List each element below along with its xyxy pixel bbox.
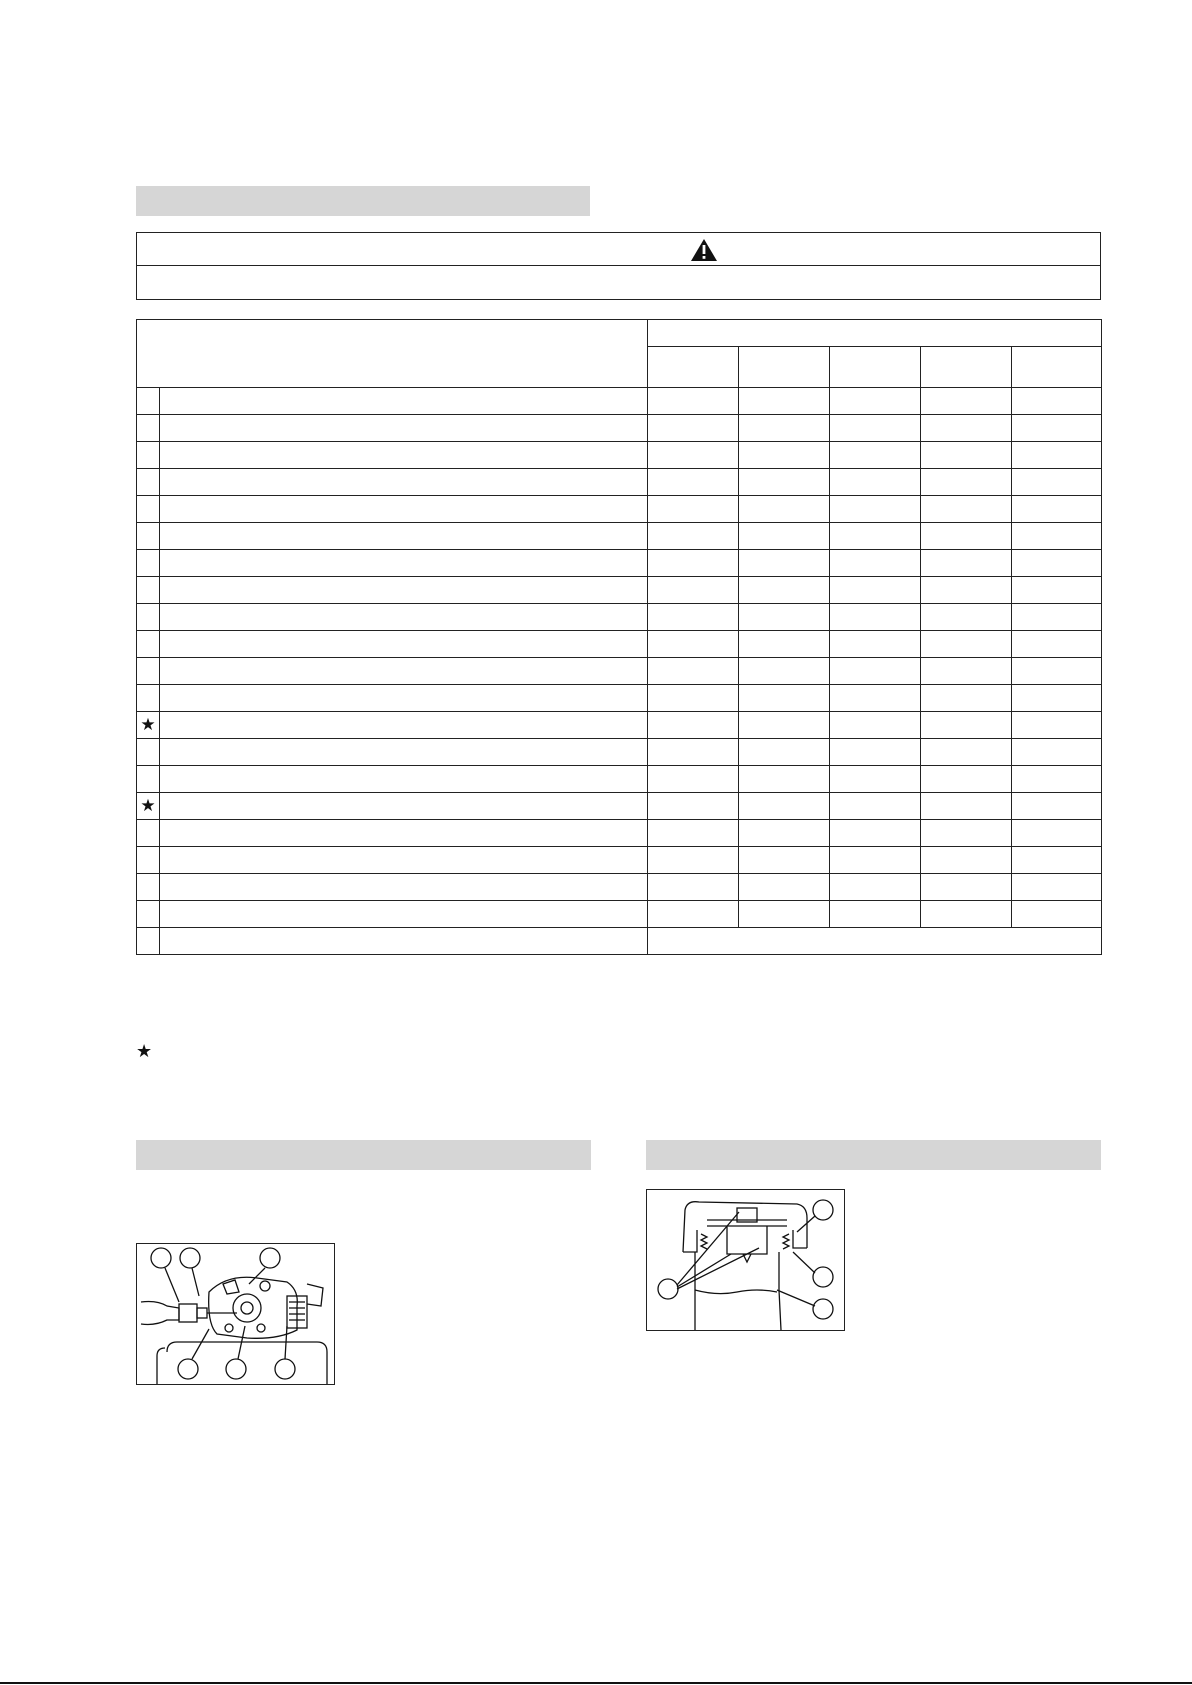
row-item [160,577,648,604]
row-mark [137,739,160,766]
fuel-filler-cap-figure [646,1189,845,1331]
row-item [160,874,648,901]
row-item [160,820,648,847]
star-mark-icon: ★ [137,712,160,739]
row-mark [137,685,160,712]
row-mark [137,658,160,685]
table-row [137,874,1102,901]
table-row [137,685,1102,712]
row-item [160,442,648,469]
footnote [136,1041,152,1062]
warning-box [136,232,1101,300]
row-item [160,739,648,766]
star-icon: ★ [136,1041,153,1061]
row-mark [137,766,160,793]
row-item [160,469,648,496]
table-row [137,928,1102,955]
row-item [160,685,648,712]
warning-divider [137,265,1100,266]
table-row [137,658,1102,685]
row-item [160,631,648,658]
row-item [160,766,648,793]
table-row [137,793,1102,820]
carburetor-adjustment-figure [136,1243,335,1385]
row-mark [137,820,160,847]
table-row [137,901,1102,928]
row-item [160,415,648,442]
left-section-bar [136,1140,591,1170]
row-mark [137,496,160,523]
table-row [137,388,1102,415]
row-item [160,496,648,523]
table-row [137,550,1102,577]
header-interval-3 [830,347,921,388]
row-mark [137,577,160,604]
fuel-cap-drawing [647,1190,846,1332]
header-item-cell [137,320,648,388]
header-interval-4 [921,347,1012,388]
table-row [137,577,1102,604]
carburetor-drawing [137,1244,336,1386]
table-row [137,523,1102,550]
row-item [160,712,648,739]
row-mark [137,415,160,442]
row-mark [137,928,160,955]
row-mark [137,631,160,658]
maintenance-schedule-table [136,319,1102,955]
row-mark [137,901,160,928]
table-row [137,631,1102,658]
row-mark [137,550,160,577]
table-row [137,847,1102,874]
right-section-bar [646,1140,1101,1170]
table-row [137,496,1102,523]
row-mark [137,523,160,550]
row-item [160,523,648,550]
table-row [137,469,1102,496]
row-item [160,658,648,685]
table-row [137,442,1102,469]
row-item [160,928,648,955]
warning-triangle-icon [690,238,718,262]
header-interval-5 [1012,347,1102,388]
table-row [137,415,1102,442]
header-interval-1 [648,347,739,388]
table-row [137,604,1102,631]
row-item [160,604,648,631]
star-mark-icon: ★ [137,793,160,820]
row-mark [137,388,160,415]
table-row [137,739,1102,766]
header-interval-group [648,320,1102,347]
row-item [160,388,648,415]
table-row [137,766,1102,793]
row-item [160,847,648,874]
row-mark [137,874,160,901]
table-row [137,712,1102,739]
row-mark [137,847,160,874]
top-section-bar [136,186,590,216]
row-item [160,901,648,928]
row-item [160,793,648,820]
table-row [137,820,1102,847]
header-interval-2 [739,347,830,388]
page-bottom-rule [0,1682,1192,1684]
row-mark [137,442,160,469]
row-mark [137,604,160,631]
row-mark [137,469,160,496]
row-item [160,550,648,577]
